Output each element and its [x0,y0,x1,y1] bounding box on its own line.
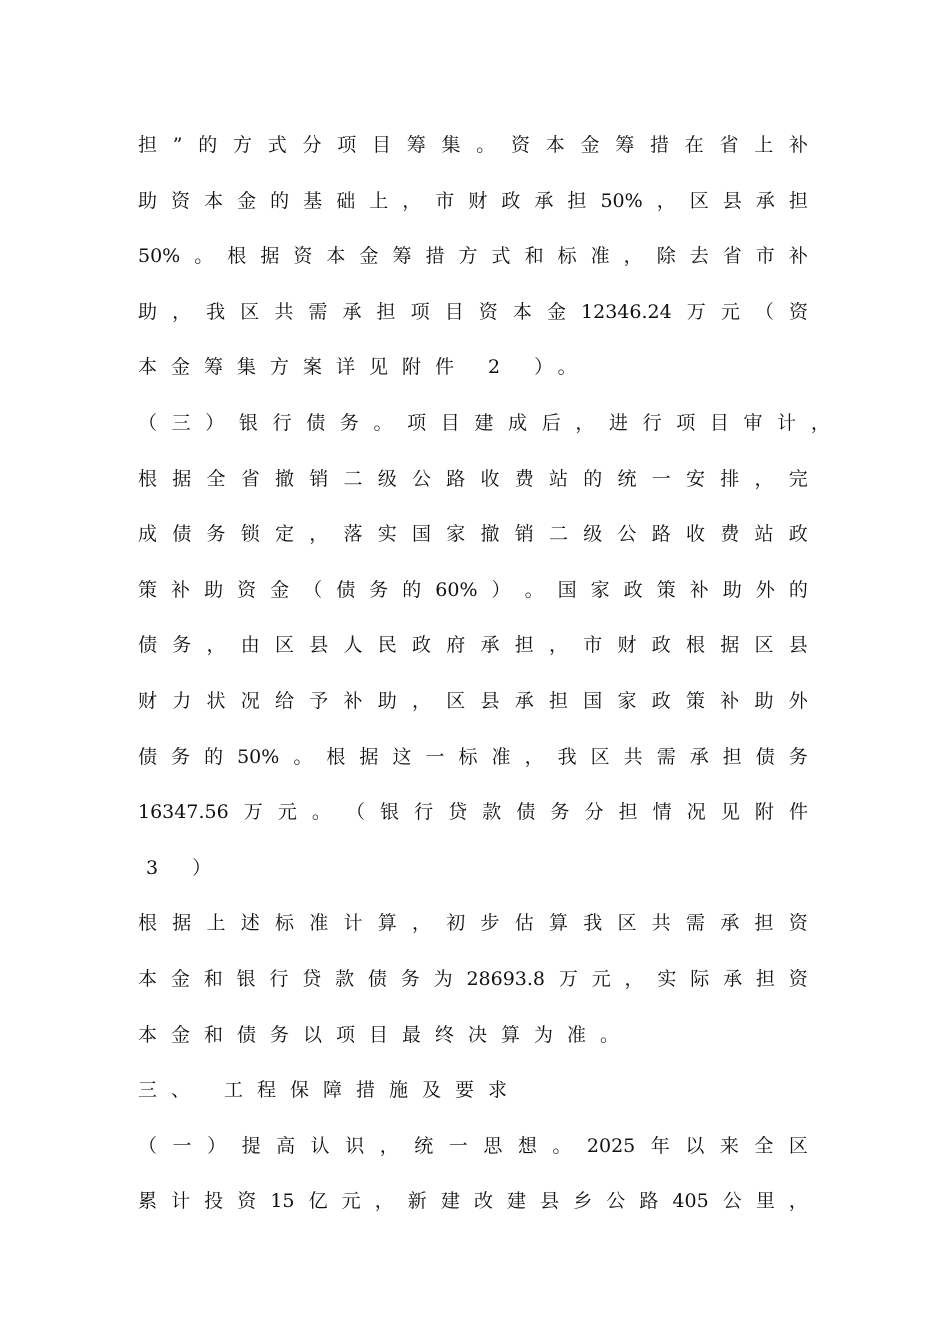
text-line-11: 财 力 状 况 给 予 补 助 ， 区 县 承 担 国 家 政 策 补 助 外 [138,690,808,712]
text-line-2: 助 资 本 金 的 基 础 上 ， 市 财 政 承 担 50% ， 区 县 承 担 [138,190,808,212]
text-line-14: 3 ） [146,857,226,879]
text-line-9: 策 补 助 资 金 （ 债 务 的 60% ） 。 国 家 政 策 补 助 外 的 [138,579,808,601]
text-line-5: 本金筹集方案详见附件 2 ）。 [138,356,591,378]
text-line-12: 债 务 的 50% 。 根 据 这 一 标 准 ， 我 区 共 需 承 担 债 务 [138,746,808,768]
text-line-20: 累 计 投 资 15 亿 元 ， 新 建 改 建 县 乡 公 路 405 公 里 ， [138,1190,808,1212]
text-line-19: （ 一 ） 提 高 认 识 ， 统 一 思 想 。 2025 年 以 来 全 区 [138,1135,808,1157]
text-line-13: 16347.56 万 元 。 （ 银 行 贷 款 债 务 分 担 情 况 见 附 件 [138,801,808,823]
text-line-3: 50% 。 根 据 资 本 金 筹 措 方 式 和 标 准 ， 除 去 省 市 补 [138,245,808,267]
text-line-7: 根 据 全 省 撤 销 二 级 公 路 收 费 站 的 统 一 安 排 ， 完 [138,468,808,490]
text-line-10: 债 务 ， 由 区 县 人 民 政 府 承 担 ， 市 财 政 根 据 区 县 [138,634,808,656]
text-line-15: 根 据 上 述 标 准 计 算 ， 初 步 估 算 我 区 共 需 承 担 资 [138,912,808,934]
text-line-1: 担 ” 的 方 式 分 项 目 筹 集 。 资 本 金 筹 措 在 省 上 补 [138,134,808,156]
text-line-6: （ 三 ） 银 行 债 务 。 项 目 建 成 后 ， 进 行 项 目 审 计 ， [138,412,830,434]
section-heading: 三、 工程保障措施及要求 [138,1079,522,1101]
text-line-4: 助 ， 我 区 共 需 承 担 项 目 资 本 金 12346.24 万 元 （ 资 [138,301,808,323]
text-line-16: 本 金 和 银 行 贷 款 债 务 为 28693.8 万 元 ， 实 际 承 担 资 [138,968,808,990]
text-line-17: 本金和债务以项目最终决算为准。 [138,1024,634,1046]
text-line-8: 成 债 务 锁 定 ， 落 实 国 家 撤 销 二 级 公 路 收 费 站 政 [138,523,808,545]
